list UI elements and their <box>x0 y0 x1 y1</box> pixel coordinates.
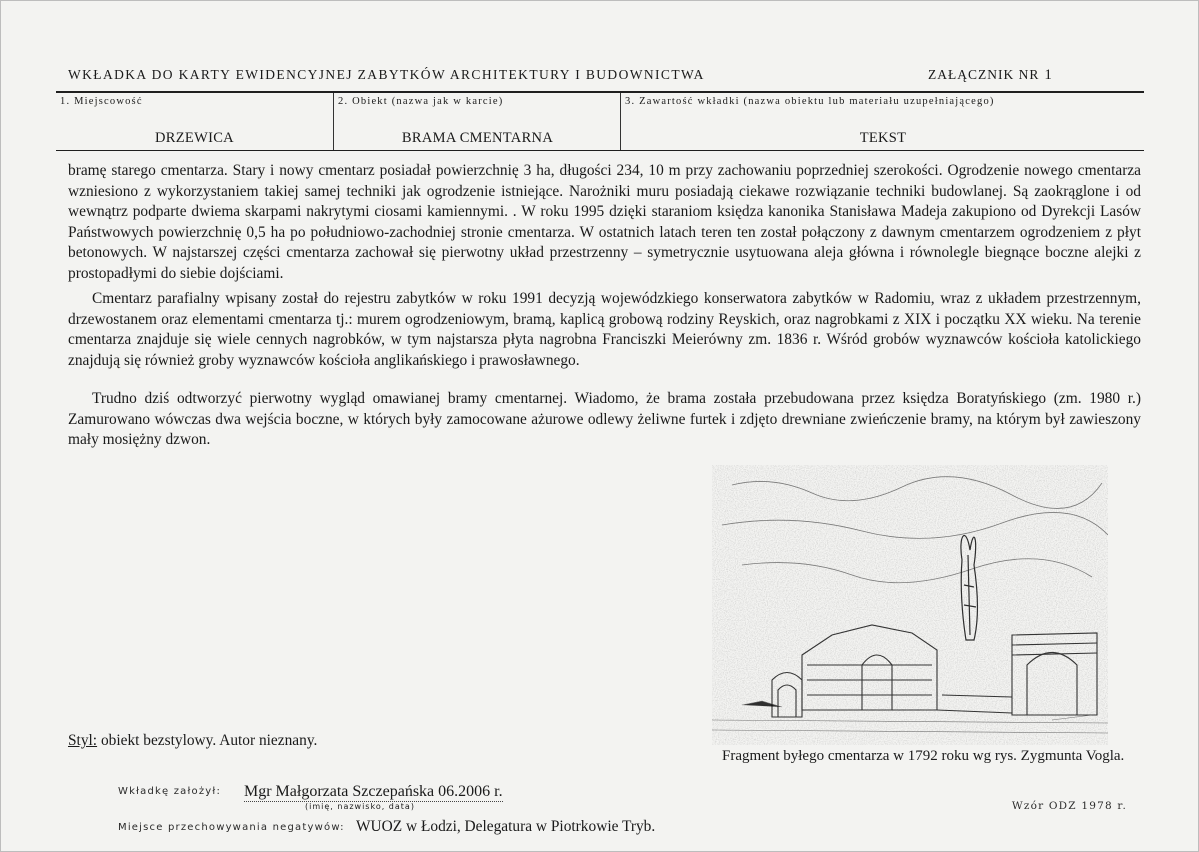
figure-caption: Fragment byłego cmentarza w 1792 roku wg rys. Zygmunta Vogla. <box>722 748 1125 764</box>
created-by-sublabel: (imię, nazwisko, data) <box>305 802 415 811</box>
style-value: obiekt bezstylowy. Autor nieznany. <box>97 732 318 749</box>
negatives-location-value: WUOZ w Łodzi, Delegatura w Piotrkowie Tryb. <box>356 818 656 835</box>
content-cell <box>620 93 1145 150</box>
object-value: BRAMA CMENTARNA <box>401 130 554 146</box>
created-by-label: Wkładkę założył: <box>118 786 222 797</box>
object-cell <box>333 93 621 150</box>
sketch-drawing <box>712 465 1108 745</box>
created-by-value: Mgr Małgorzata Szczepańska 06.2006 r. <box>244 783 503 800</box>
form-pattern-note: Wzór ODZ 1978 r. <box>1011 800 1127 812</box>
form-title: WKŁADKA DO KARTY EWIDENCYJNEJ ZABYTKÓW ARCHITEKTURY I BUDOWNICTWA <box>68 67 705 82</box>
cemetery-sketch-image <box>712 465 1108 745</box>
body-paragraph-3 <box>68 389 1141 451</box>
body-paragraph-1 <box>68 161 1141 285</box>
object-label: 2. Obiekt (nazwa jak w karcie) <box>338 96 504 107</box>
negatives-location-label: Miejsce przechowywania negatywów: <box>118 822 345 833</box>
annex-label-text: ZAŁĄCZNIK NR <box>928 67 1040 82</box>
locality-label: 1. Miejscowość <box>60 96 143 107</box>
paragraph-text: Trudno dziś odtworzyć pierwotny wygląd omawianej bramy cmentarnej. Wiadomo, że brama została przebudowana przez księdza Boratyńskiego (zm. 1980 r.) Zamurowano wówczas dwa wejścia boczne, w których były zamocowane ażurowe odlewy żeliwne furtek i zdjęto drewniane zwieńczenie bramy, na którym był zawieszony mały mosiężny dzwon. <box>68 390 1141 449</box>
annex-label <box>928 67 1053 84</box>
annex-number: 1 <box>1044 67 1053 83</box>
content-value: TEKST <box>859 130 907 146</box>
locality-value: DRZEWICA <box>155 130 234 146</box>
paragraph-text: Cmentarz parafialny wpisany został do rejestru zabytków w roku 1991 decyzją wojewódzkiego konserwatora zabytków w Radomiu, wraz z układem przestrzennym, drzewostanem oraz elementami cmentarza tj.: murem ogrodzeniowym, bramą, kaplicą grobową rodziny Reyskich, oraz nagrobkami z XIX i początku XX wieku. Na terenie cmentarza znajduje się wiele cennych nagrobków, w tym najstarsza płyta nagrobna Franciszki Meierówny zm. 1836 r. Wśród grobów wyznawców kościoła katolickiego znajdują się również groby wyznawców kościoła anglikańskiego i prawosławnego. <box>68 290 1141 369</box>
header-fields-table <box>56 91 1144 151</box>
style-label: Styl: <box>68 732 98 749</box>
locality-cell <box>56 93 333 150</box>
content-label: 3. Zawartość wkładki (nazwa obiektu lub materiału uzupełniającego) <box>625 96 995 107</box>
style-line <box>68 732 317 750</box>
body-paragraph-2 <box>68 289 1141 371</box>
paragraph-text: bramę starego cmentarza. Stary i nowy cmentarz posiadał powierzchnię 3 ha, długości 234, 10 m przy zachowaniu poprzedniej szerokości. Ogrodzenie nowego cmentarza wzniesiono z wykorzystaniem takiej samej techniki jak ogrodzenie istniejące. Narożniki muru posiadają ciekawe rozwiązanie techniki budowlanej. Są zaokrąglone i od wewnątrz podparte dwiema skarpami nakrytymi ciosami kamiennymi. . W roku 1995 dzięki staraniom księdza kanonika Stanisława Madeja zakupiono od Dyrekcji Lasów Państwowych powierzchnię 0,5 ha po południowo-zachodniej stronie cmentarza. W ostatnich latach teren ten został połączony z dawnym cmentarzem ogrodzeniem z płyt betonowych. W najstarszej części cmentarza zachował się pierwotny układ przestrzenny – symetrycznie usytuowana aleja główna i równolegle biegnące boczne alejki z prostopadłymi do siebie dojściami. <box>68 162 1141 282</box>
